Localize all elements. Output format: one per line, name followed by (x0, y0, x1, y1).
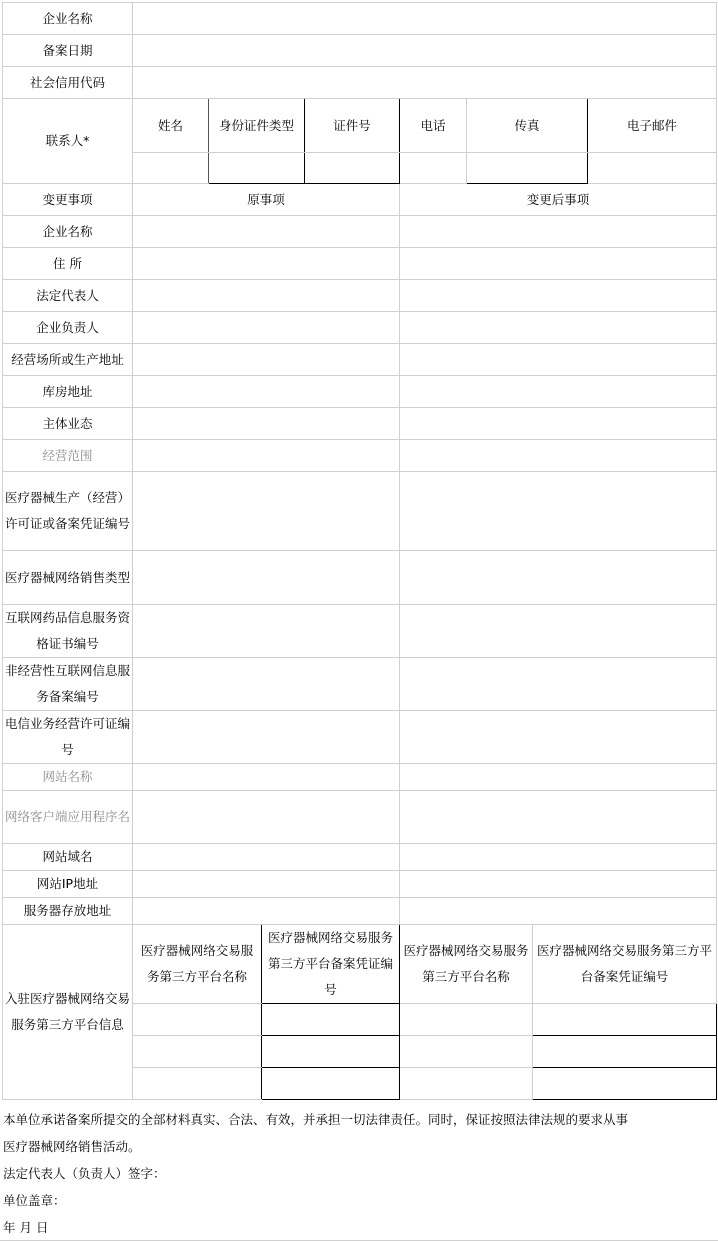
original-item-header: 原事项 (133, 184, 400, 216)
change-item-label: 企业名称 (3, 216, 133, 248)
platform-cert-field-2[interactable] (533, 1068, 717, 1100)
original-item-field[interactable] (133, 344, 400, 376)
platform-name-field[interactable] (133, 1004, 262, 1036)
commitment-statement (3, 1106, 715, 1241)
form-table (2, 2, 717, 1100)
original-item-field[interactable] (133, 791, 400, 844)
original-item-field[interactable] (133, 376, 400, 408)
change-item-label: 网站名称 (3, 764, 133, 791)
changed-item-header: 变更后事项 (400, 184, 717, 216)
change-item-label: 经营场所或生产地址 (3, 344, 133, 376)
record-date-label: 备案日期 (3, 35, 133, 67)
signature-line: 法定代表人（负责人）签字： (3, 1166, 166, 1181)
change-item-label: 法定代表人 (3, 280, 133, 312)
platform-name-header-2: 医疗器械网络交易服务第三方平台名称 (400, 925, 533, 1004)
changed-item-field[interactable] (400, 791, 717, 844)
contact-name-header: 姓名 (133, 99, 209, 153)
changed-item-field[interactable] (400, 312, 717, 344)
original-item-field[interactable] (133, 408, 400, 440)
changed-item-field[interactable] (400, 844, 717, 871)
company-name-label: 企业名称 (3, 3, 133, 35)
change-item-label: 经营范围 (3, 440, 133, 472)
platform-name-field-2[interactable] (400, 1036, 533, 1068)
contact-name-field[interactable] (133, 153, 209, 184)
platform-name-field[interactable] (133, 1068, 262, 1100)
changed-item-field[interactable] (400, 551, 717, 605)
seal-line: 单位盖章： (3, 1193, 66, 1208)
platform-name-field-2[interactable] (400, 1068, 533, 1100)
change-item-label: 住 所 (3, 248, 133, 280)
contact-fax-field[interactable] (467, 153, 588, 184)
statement-line: 本单位承诺备案所提交的全部材料真实、合法、有效，并承担一切法律责任。同时，保证按照法律法规的要求从事 (3, 1112, 629, 1127)
platform-cert-header-2: 医疗器械网络交易服务第三方平台备案凭证编号 (533, 925, 717, 1004)
changed-item-field[interactable] (400, 248, 717, 280)
contact-fax-header: 传真 (467, 99, 588, 153)
change-item-label: 医疗器械生产（经营）许可证或备案凭证编号 (3, 472, 133, 551)
original-item-field[interactable] (133, 711, 400, 764)
changed-item-field[interactable] (400, 898, 717, 925)
changed-item-field[interactable] (400, 472, 717, 551)
platform-info-label: 入驻医疗器械网络交易服务第三方平台信息 (3, 925, 133, 1100)
change-item-label: 网站域名 (3, 844, 133, 871)
platform-name-field-2[interactable] (400, 1004, 533, 1036)
contact-phone-field[interactable] (400, 153, 467, 184)
bottom-divider (0, 1240, 718, 1241)
platform-cert-field-2[interactable] (533, 1004, 717, 1036)
change-item-label: 电信业务经营许可证编号 (3, 711, 133, 764)
platform-cert-field[interactable] (262, 1004, 400, 1036)
platform-cert-field-2[interactable] (533, 1036, 717, 1068)
original-item-field[interactable] (133, 312, 400, 344)
original-item-field[interactable] (133, 472, 400, 551)
original-item-field[interactable] (133, 658, 400, 711)
original-item-field[interactable] (133, 440, 400, 472)
contact-id-number-field[interactable] (305, 153, 400, 184)
changed-item-field[interactable] (400, 344, 717, 376)
contact-label: 联系人* (3, 99, 133, 184)
contact-phone-header: 电话 (400, 99, 467, 153)
platform-cert-field[interactable] (262, 1068, 400, 1100)
changed-item-field[interactable] (400, 376, 717, 408)
changed-item-field[interactable] (400, 711, 717, 764)
platform-name-field[interactable] (133, 1036, 262, 1068)
contact-email-header: 电子邮件 (588, 99, 717, 153)
changed-item-field[interactable] (400, 658, 717, 711)
change-item-label: 网络客户端应用程序名 (3, 791, 133, 844)
changed-item-field[interactable] (400, 408, 717, 440)
platform-cert-header: 医疗器械网络交易服务第三方平台备案凭证编号 (262, 925, 400, 1004)
contact-id-number-header: 证件号 (305, 99, 400, 153)
original-item-field[interactable] (133, 248, 400, 280)
contact-id-type-field[interactable] (209, 153, 305, 184)
change-item-label: 库房地址 (3, 376, 133, 408)
credit-code-label: 社会信用代码 (3, 67, 133, 99)
record-date-field[interactable] (133, 35, 717, 67)
change-item-label: 网站IP地址 (3, 871, 133, 898)
contact-email-field[interactable] (588, 153, 717, 184)
original-item-field[interactable] (133, 898, 400, 925)
change-item-label: 企业负责人 (3, 312, 133, 344)
contact-id-type-header: 身份证件类型 (209, 99, 305, 153)
change-item-label: 互联网药品信息服务资格证书编号 (3, 605, 133, 658)
changed-item-field[interactable] (400, 280, 717, 312)
change-item-label: 主体业态 (3, 408, 133, 440)
original-item-field[interactable] (133, 871, 400, 898)
changed-item-field[interactable] (400, 440, 717, 472)
date-line: 年 月 日 (3, 1220, 49, 1235)
statement-line: 医疗器械网络销售活动。 (3, 1139, 141, 1154)
original-item-field[interactable] (133, 605, 400, 658)
changed-item-field[interactable] (400, 216, 717, 248)
changed-item-field[interactable] (400, 871, 717, 898)
changed-item-field[interactable] (400, 764, 717, 791)
platform-name-header: 医疗器械网络交易服务第三方平台名称 (133, 925, 262, 1004)
change-item-header: 变更事项 (3, 184, 133, 216)
change-item-label: 服务器存放地址 (3, 898, 133, 925)
original-item-field[interactable] (133, 280, 400, 312)
original-item-field[interactable] (133, 216, 400, 248)
original-item-field[interactable] (133, 764, 400, 791)
change-item-label: 医疗器械网络销售类型 (3, 551, 133, 605)
original-item-field[interactable] (133, 844, 400, 871)
credit-code-field[interactable] (133, 67, 717, 99)
company-name-field[interactable] (133, 3, 717, 35)
changed-item-field[interactable] (400, 605, 717, 658)
record-change-form (2, 2, 716, 1100)
platform-cert-field[interactable] (262, 1036, 400, 1068)
change-item-label: 非经营性互联网信息服务备案编号 (3, 658, 133, 711)
original-item-field[interactable] (133, 551, 400, 605)
